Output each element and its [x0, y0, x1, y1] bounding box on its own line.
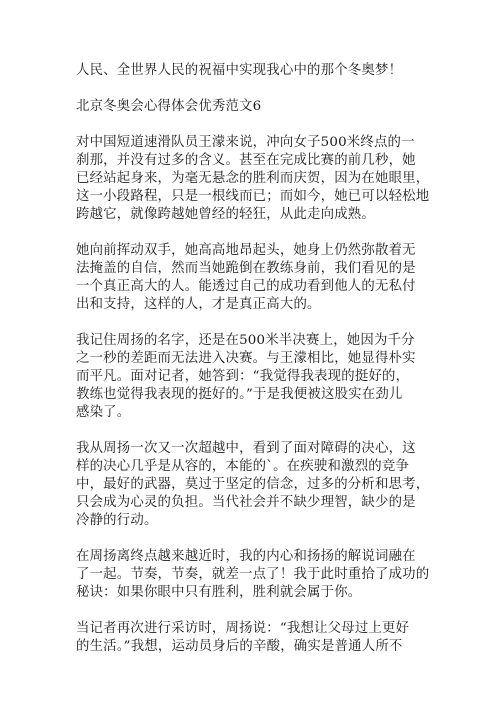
paragraph-line: 的生活。”我想，运动员身后的辛酸，确实是普通人所不	[76, 639, 403, 654]
paragraph-line: 秘诀：如果你眼中只有胜利，胜利就会属于你。	[76, 585, 362, 600]
paragraph-line: 而平凡。面对记者，她答到：“我觉得我表现的挺好的，	[76, 369, 410, 384]
paragraph-1	[76, 134, 430, 224]
paragraph-5	[76, 548, 430, 602]
opening-line: 人民、全世界人民的祝福中实现我心中的那个冬奥梦！	[76, 63, 403, 78]
paragraph-line: 一个真正高大的人。能透过自己的成功看到他人的无私付	[76, 279, 416, 294]
paragraph-2	[76, 242, 430, 314]
paragraph-line: 在周扬离终点越来越近时，我的内心和扬扬的解说词融在	[76, 549, 416, 564]
paragraph-line: 当记者再次进行采访时，周扬说：“我想让父母过上更好	[76, 621, 410, 636]
paragraph-line: 刹那，并没有过多的含义。甚至在完成比赛的前几秒，她	[76, 153, 416, 168]
paragraph-line: 我从周扬一次又一次超越中，看到了面对障碍的决心，这	[76, 441, 416, 456]
paragraph-3	[76, 332, 430, 422]
paragraph-line: 跨越它，就像跨越她曾经的轻狂，从此走向成熟。	[76, 207, 375, 222]
paragraph-line: 只会成为心灵的负担。当代社会并不缺少理智，缺少的是	[76, 495, 416, 510]
paragraph-line: 已经站起身来，为毫无悬念的胜利而庆贺，因为在她眼里，	[76, 171, 430, 186]
paragraph-line: 法掩盖的自信，然而当她跪倒在教练身前，我们看见的是	[76, 261, 416, 276]
section-title: 北京冬奥会心得体会优秀范文6	[76, 99, 262, 114]
paragraph-line: 出和支持，这样的人，才是真正高大的。	[76, 297, 321, 312]
paragraph-line: 她向前挥动双手，她高高地昂起头，她身上仍然弥散着无	[76, 243, 416, 258]
paragraph-line: 我记住周扬的名字，还是在500米半决赛上，她因为千分	[76, 333, 415, 348]
paragraph-line: 这一小段路程，只是一根线而已；而如今，她已可以轻松地	[76, 189, 430, 204]
paragraph-4	[76, 440, 430, 530]
paragraph-line: 了一起。节奏，节奏，就差一点了！我于此时重拾了成功的	[76, 567, 430, 582]
paragraph-line: 中，最好的武器，莫过于坚定的信念，过多的分析和思考，	[76, 477, 430, 492]
paragraph-line: 样的决心几乎是从容的，本能的`。在疾驶和激烈的竞争	[76, 459, 410, 474]
paragraph-line: 感染了。	[76, 405, 131, 420]
paragraph-line: 对中国短道速滑队员王濛来说，冲向女子500米终点的一	[76, 135, 415, 150]
paragraph-line: 冷静的行动。	[76, 513, 158, 528]
paragraph-line: 教练也觉得我表现的挺好的。”于是我便被这股实在劲儿	[76, 387, 403, 402]
paragraph-6	[76, 620, 430, 656]
paragraph-line: 之一秒的差距而无法进入决赛。与王濛相比，她显得朴实	[76, 351, 416, 366]
